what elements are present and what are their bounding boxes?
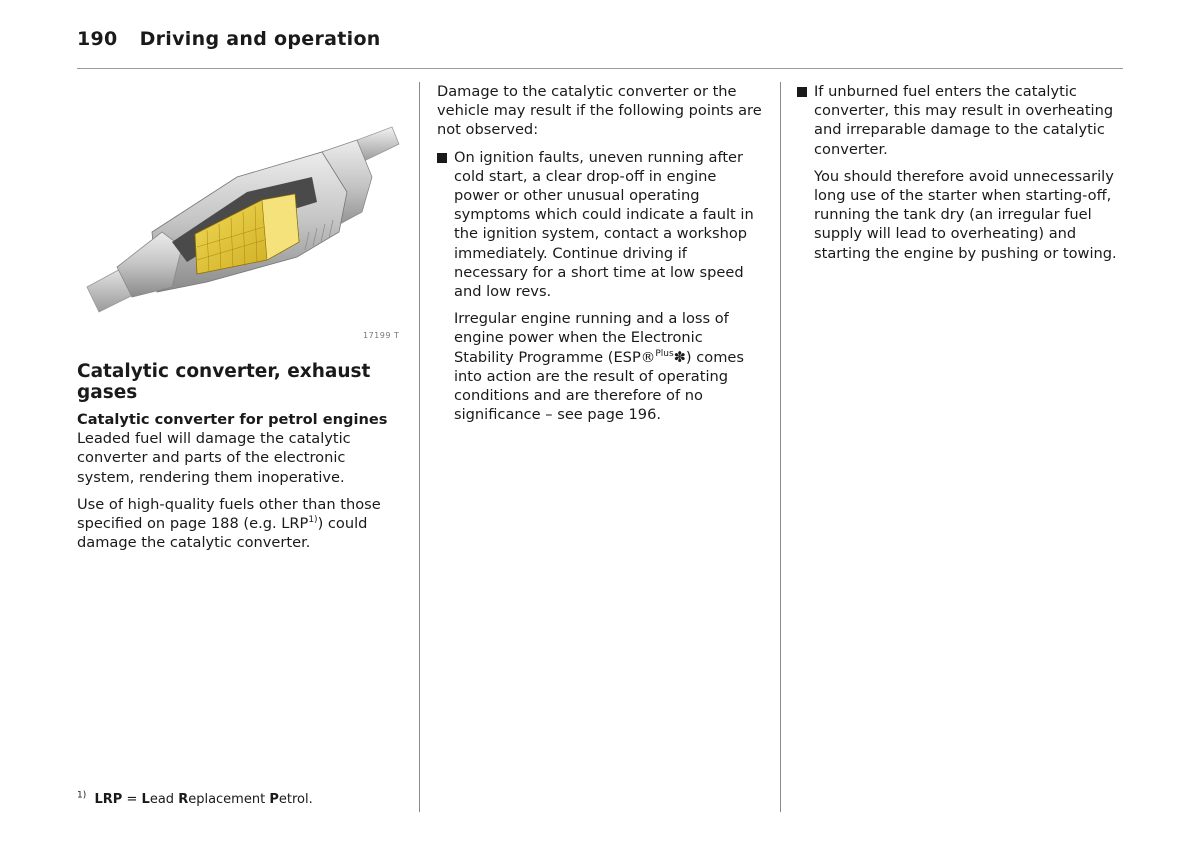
bullet-text: On ignition faults, uneven running after cold start, a clear drop-off in engine power or other unusual operating symptoms which could indicate a fault in the ignition system, contact a workshop immediately. Continue driving if necessary for a short time at low speed and low revs. bbox=[454, 148, 754, 301]
chapter-title: Driving and operation bbox=[139, 28, 381, 50]
footnote-eq: = bbox=[126, 792, 138, 807]
paragraph bbox=[77, 495, 399, 553]
column-1 bbox=[77, 410, 399, 560]
column-divider-2 bbox=[780, 82, 781, 812]
section-title: Catalytic converter, exhaust gases bbox=[77, 361, 371, 403]
word-rest: ead bbox=[149, 792, 179, 807]
footnote bbox=[77, 792, 313, 807]
bullet-square-icon bbox=[437, 153, 447, 163]
column-2 bbox=[437, 82, 763, 432]
word-rest: eplacement bbox=[188, 792, 270, 807]
esp-plus-superscript: Plus bbox=[655, 348, 674, 359]
paragraph-text: ) could damage the catalytic converter. bbox=[77, 515, 368, 552]
paragraph-text: ) comes into action are the result of operating conditions and are therefore of no significance – see page 196. bbox=[454, 348, 744, 424]
paragraph bbox=[77, 410, 399, 487]
image-code: 17199 T bbox=[363, 331, 400, 340]
bullet-square-icon bbox=[797, 87, 807, 97]
paragraph: You should therefore avoid unnecessarily long use of the starter when starting-off, running the tank dry (an irregular fuel supply will lead to overheating) and starting the engine by pushing or towing. bbox=[814, 167, 1117, 262]
paragraph-text: Use of high-quality fuels other than those specified on page 188 (e.g. LRP bbox=[77, 495, 381, 533]
bullet-text: If unburned fuel enters the catalytic converter, this may result in overheating and irreparable damage to the catalytic converter. bbox=[814, 83, 1114, 158]
initial: R bbox=[178, 792, 189, 807]
bullet-item bbox=[437, 148, 763, 302]
paragraph-text: Irregular engine running and a loss of engine power when the Electronic Stability Programme (ESP® bbox=[454, 310, 729, 366]
paragraph bbox=[437, 309, 763, 424]
page-header bbox=[77, 28, 381, 50]
subheading: Catalytic converter for petrol engines bbox=[77, 411, 388, 428]
catalytic-converter-illustration bbox=[77, 82, 407, 347]
header-rule bbox=[77, 68, 1123, 69]
column-divider-1 bbox=[419, 82, 420, 812]
footnote-marker: 1) bbox=[77, 790, 87, 801]
intro-paragraph: Damage to the catalytic converter or the vehicle may result if the following points are not observed: bbox=[437, 83, 762, 139]
paragraph-text: Leaded fuel will damage the catalytic converter and parts of the electronic system, rendering them inoperative. bbox=[77, 430, 351, 486]
footnote-ref: 1) bbox=[308, 515, 318, 526]
column-3 bbox=[797, 82, 1123, 271]
initial: P bbox=[269, 792, 279, 807]
footnote-abbr: LRP bbox=[94, 792, 123, 807]
bullet-item bbox=[797, 82, 1123, 159]
initial: L bbox=[141, 792, 150, 807]
page-number: 190 bbox=[77, 28, 118, 50]
esp-symbol-icon: ✽ bbox=[673, 348, 686, 366]
word-rest: etrol. bbox=[278, 792, 313, 807]
